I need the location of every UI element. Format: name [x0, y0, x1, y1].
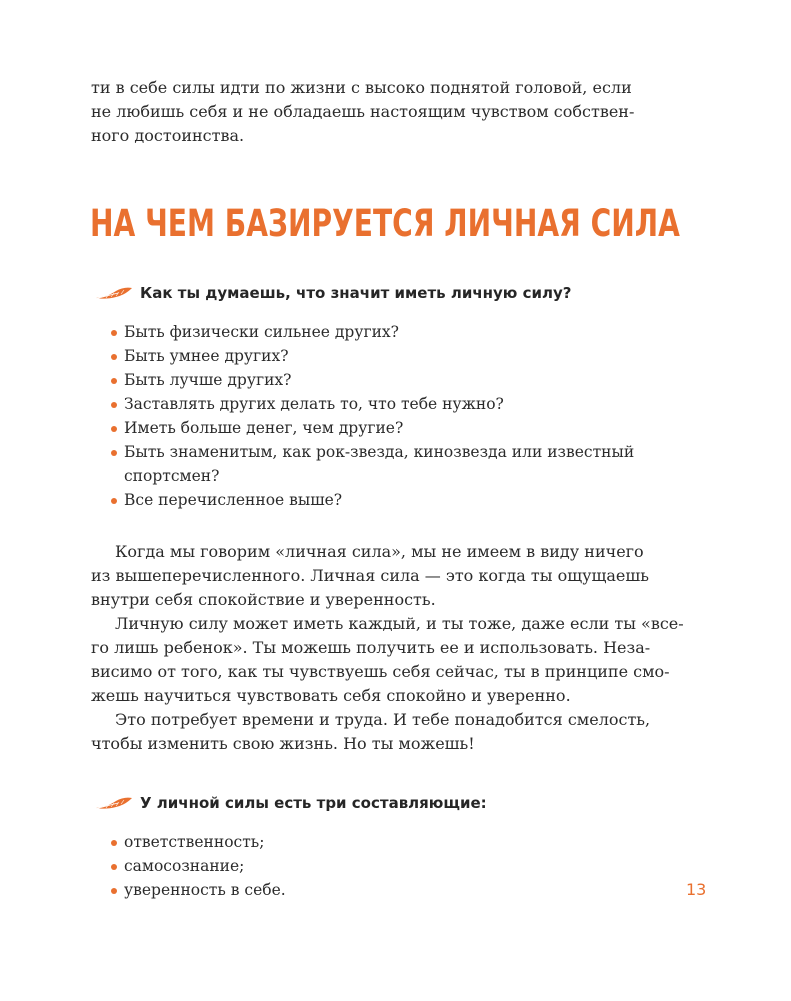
list-item: Все перечисленное выше? [111, 488, 634, 512]
body-paragraph-3 [91, 708, 651, 756]
body-paragraph-1 [91, 540, 649, 612]
text-line: го лишь ребенок». Ты можешь получить ее и использовать. Неза- [91, 638, 651, 657]
list-item: Иметь больше денег, чем другие? [111, 416, 634, 440]
feather-icon [94, 795, 134, 811]
list-item-continuation: спортсмен? [124, 467, 220, 485]
list-item: Быть умнее других? [111, 344, 634, 368]
bullet-icon [111, 498, 117, 504]
bullet-icon [111, 888, 117, 894]
question-components [94, 790, 487, 816]
bullet-icon [111, 450, 117, 456]
text-line: Личную силу может иметь каждый, и ты тоже, даже если ты «все- [115, 614, 684, 633]
list-item: Быть лучше других? [111, 368, 634, 392]
list-item: ответственность; [111, 830, 286, 854]
bullet-icon [111, 840, 117, 846]
body-paragraph-2 [91, 612, 684, 708]
text-line: висимо от того, как ты чувствуешь себя сейчас, ты в принципе смо- [91, 662, 670, 681]
list-item: Быть знаменитым, как рок-звезда, кинозвезда или известный спортсмен? [111, 440, 634, 488]
text-line: ти в себе силы идти по жизни с высоко поднятой головой, если [91, 78, 632, 97]
text-line: внутри себя спокойствие и уверенность. [91, 590, 436, 609]
bullet-icon [111, 402, 117, 408]
list-item: Заставлять других делать то, что тебе нужно? [111, 392, 634, 416]
list-item: уверенность в себе. [111, 878, 286, 902]
question-text: У личной силы есть три составляющие: [140, 794, 487, 812]
intro-paragraph [91, 76, 635, 148]
question-text: Как ты думаешь, что значит иметь личную силу? [140, 284, 572, 302]
components-list [111, 830, 286, 902]
text-line: жешь научиться чувствовать себя спокойно и уверенно. [91, 686, 571, 705]
bullet-icon [111, 354, 117, 360]
text-line: чтобы изменить свою жизнь. Но ты можешь! [91, 734, 475, 753]
options-list [111, 320, 634, 512]
text-line: Это потребует времени и труда. И тебе понадобится смелость, [115, 710, 651, 729]
text-line: ного достоинства. [91, 126, 245, 145]
bullet-icon [111, 426, 117, 432]
bullet-icon [111, 330, 117, 336]
list-item: Быть физически сильнее других? [111, 320, 634, 344]
list-item: самосознание; [111, 854, 286, 878]
text-line: не любишь себя и не обладаешь настоящим чувством собствен- [91, 102, 635, 121]
question-personal-power [94, 280, 571, 306]
text-line: из вышеперечисленного. Личная сила — это когда ты ощущаешь [91, 566, 649, 585]
section-heading: НА ЧЕМ БАЗИРУЕТСЯ ЛИЧНАЯ СИЛА [90, 202, 680, 245]
page-number: 13 [686, 880, 707, 899]
feather-icon [94, 285, 134, 301]
bullet-icon [111, 864, 117, 870]
bullet-icon [111, 378, 117, 384]
text-line: Когда мы говорим «личная сила», мы не имеем в виду ничего [115, 542, 644, 561]
